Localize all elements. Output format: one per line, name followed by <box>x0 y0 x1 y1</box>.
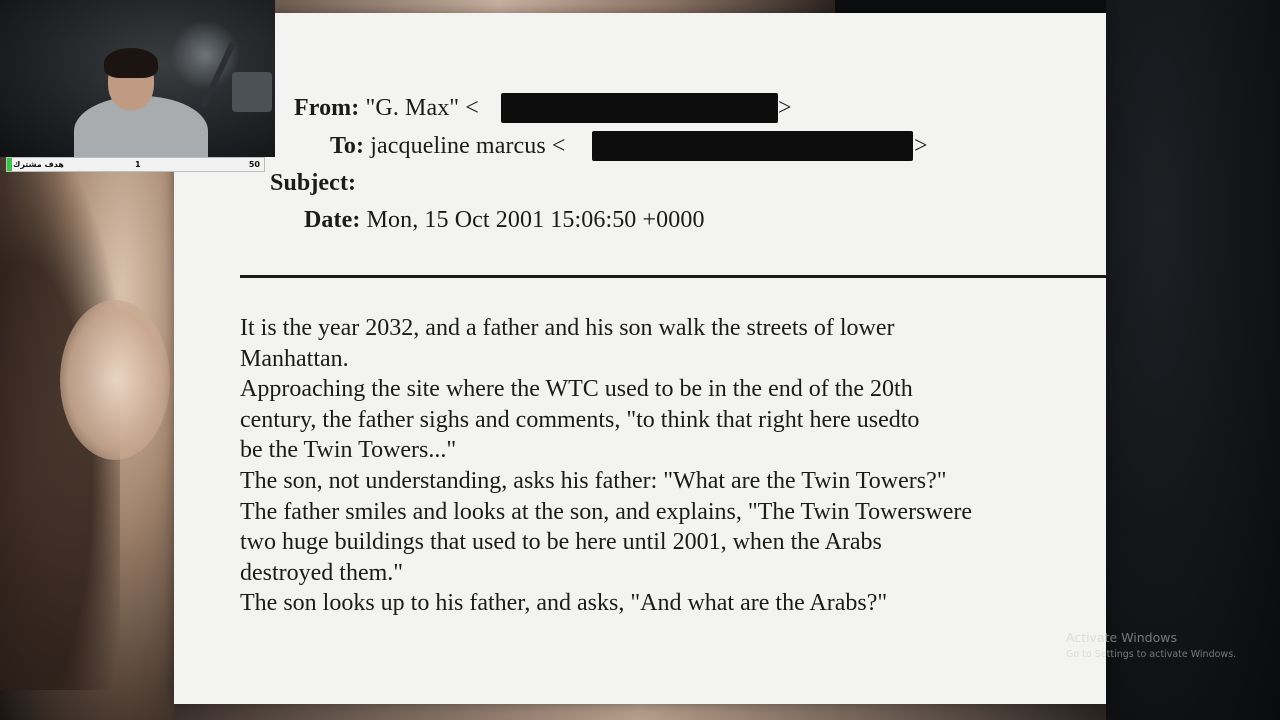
date-value: Mon, 15 Oct 2001 15:06:50 +0000 <box>366 207 705 233</box>
body-line: Approaching the site where the WTC used to be in the end of the 20th <box>240 376 913 403</box>
webcam-overlay <box>0 0 275 157</box>
body-line: The father smiles and looks at the son, and explains, "The Twin Towerswere <box>240 498 973 525</box>
activate-windows-watermark <box>1066 630 1236 660</box>
body-line: The son looks up to his father, and asks, "And what are the Arabs?" <box>240 590 888 617</box>
header-divider <box>240 275 1106 278</box>
redaction-bar-to <box>592 131 913 161</box>
watermark-title: Activate Windows <box>1066 630 1177 645</box>
email-document <box>174 13 1106 704</box>
body-line: be the Twin Towers..." <box>240 437 457 464</box>
body-line: two huge buildings that used to be here until 2001, when the Arabs <box>240 529 882 556</box>
body-line: century, the father sighs and comments, "to think that right here usedto <box>240 406 920 433</box>
goal-current: 1 <box>135 160 141 169</box>
from-value: "G. Max" < <box>365 95 479 121</box>
subscriber-goal-bar <box>6 157 265 172</box>
background-right-dark <box>1106 0 1280 720</box>
goal-target: 50 <box>248 160 260 169</box>
streamer-hair <box>104 48 158 78</box>
to-close: > <box>914 133 928 159</box>
background-top-blur <box>275 0 835 14</box>
background-bottom-blur <box>174 704 1106 720</box>
date-label: Date: <box>304 207 361 233</box>
body-line: The son, not understanding, asks his father: "What are the Twin Towers?" <box>240 467 947 494</box>
body-line: Manhattan. <box>240 345 349 372</box>
from-close: > <box>778 95 792 121</box>
from-label: From: <box>294 95 360 121</box>
goal-progress-fill <box>7 158 12 171</box>
date-row <box>304 207 705 234</box>
redaction-bar-from <box>501 93 778 123</box>
background-ear <box>60 300 170 460</box>
email-body <box>240 313 1090 619</box>
body-line: destroyed them." <box>240 559 404 586</box>
goal-label: هدف مشترك <box>13 160 64 169</box>
body-line: It is the year 2032, and a father and his son walk the streets of lower <box>240 315 895 341</box>
subject-label: Subject: <box>270 170 357 196</box>
watermark-subtitle: Go to Settings to activate Windows. <box>1066 649 1237 660</box>
to-value: jacqueline marcus < <box>370 133 566 159</box>
to-row <box>330 133 566 160</box>
to-label: To: <box>330 133 365 159</box>
microphone-icon <box>232 72 272 112</box>
from-row <box>294 95 479 122</box>
subject-row <box>270 170 356 197</box>
